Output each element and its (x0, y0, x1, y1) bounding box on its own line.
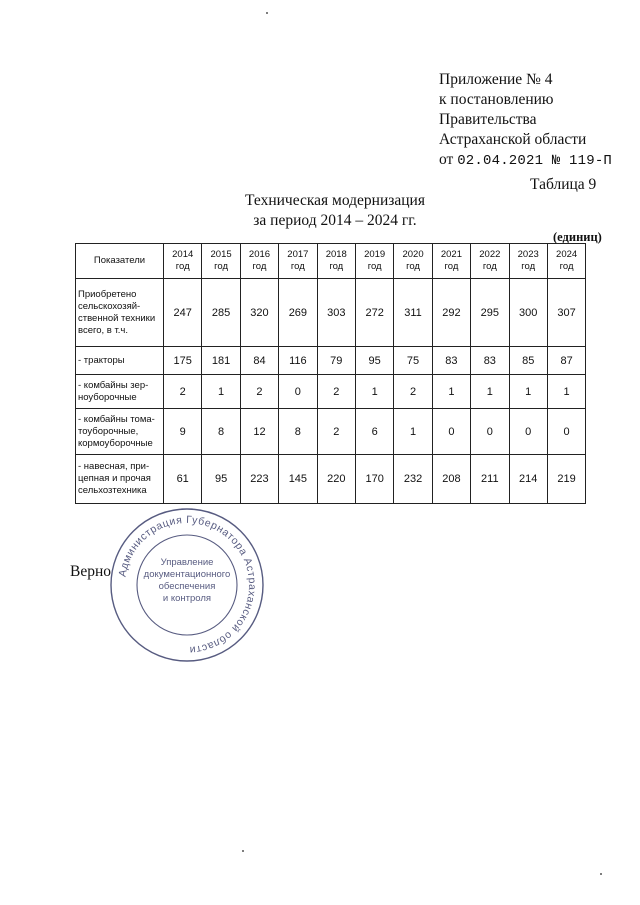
table-cell: 220 (317, 455, 355, 504)
table-cell: 303 (317, 279, 355, 347)
modernization-table (75, 243, 586, 504)
table-cell: 6 (355, 409, 393, 455)
year-value: 2019 (364, 249, 386, 260)
title-line-2: за период 2014 – 2024 гг. (253, 212, 417, 229)
stamp-line-1: Управление (160, 557, 214, 568)
year-header (432, 244, 470, 279)
table-cell: 232 (394, 455, 432, 504)
table-cell: 0 (547, 409, 585, 455)
appendix-date-stamp: 02.04.2021 № 119-П (457, 153, 613, 169)
table-cell: 2 (317, 375, 355, 409)
table-cell: 219 (547, 455, 585, 504)
year-header (164, 244, 202, 279)
table-row (76, 279, 586, 347)
row-label (76, 375, 164, 409)
year-header (394, 244, 432, 279)
table-body (76, 279, 586, 504)
table-cell: 320 (240, 279, 278, 347)
year-suffix: год (329, 261, 344, 272)
table-number: Таблица 9 (530, 176, 597, 193)
table-cell: 1 (547, 375, 585, 409)
appendix-line-2: к постановлению (439, 91, 554, 108)
table-cell: 1 (432, 375, 470, 409)
table-cell: 0 (471, 409, 509, 455)
table-cell: 87 (547, 347, 585, 375)
stamp-ring-textpath: Администрация Губернатора Астраханской области (116, 513, 259, 657)
table-cell: 247 (164, 279, 202, 347)
year-header (240, 244, 278, 279)
year-suffix: год (521, 261, 536, 272)
table-cell: 181 (202, 347, 240, 375)
table-cell: 295 (471, 279, 509, 347)
table-cell: 1 (202, 375, 240, 409)
year-value: 2021 (440, 249, 462, 260)
year-header (317, 244, 355, 279)
scan-speck (266, 12, 268, 14)
year-suffix: год (482, 261, 497, 272)
year-value: 2024 (556, 249, 578, 260)
row-label-line: - тракторы (78, 354, 125, 366)
table-cell: 145 (279, 455, 317, 504)
table-cell: 272 (355, 279, 393, 347)
year-value: 2022 (479, 249, 501, 260)
row-label-line: - комбайны тома- (78, 413, 155, 425)
verno-label: Верно (70, 563, 112, 580)
table-cell: 1 (471, 375, 509, 409)
row-label-line: сельскохозяй- (78, 300, 141, 312)
appendix-header (439, 70, 634, 171)
stamp-line-4: и контроля (162, 593, 212, 604)
table-cell: 2 (394, 375, 432, 409)
year-suffix: год (252, 261, 267, 272)
table-cell: 170 (355, 455, 393, 504)
row-label-line: тоуборочные, (78, 425, 139, 437)
year-header (202, 244, 240, 279)
table-cell: 61 (164, 455, 202, 504)
table-cell: 1 (509, 375, 547, 409)
table-cell: 8 (279, 409, 317, 455)
year-value: 2017 (287, 249, 309, 260)
year-value: 2018 (325, 249, 347, 260)
year-value: 2014 (172, 249, 194, 260)
year-header (509, 244, 547, 279)
table-cell: 311 (394, 279, 432, 347)
table-cell: 2 (317, 409, 355, 455)
row-label-line: ноуборочные (78, 391, 137, 403)
row-label (76, 455, 164, 504)
table-row (76, 375, 586, 409)
official-stamp (107, 505, 267, 665)
row-label (76, 347, 164, 375)
scan-speck (600, 873, 602, 875)
table-cell: 95 (355, 347, 393, 375)
row-label-line: - комбайны зер- (78, 379, 149, 391)
table-cell: 8 (202, 409, 240, 455)
year-header (547, 244, 585, 279)
row-label-line: Приобретено (78, 288, 137, 300)
table-cell: 1 (355, 375, 393, 409)
row-label-line: - навесная, при- (78, 461, 150, 472)
year-suffix: год (559, 261, 574, 272)
year-suffix: год (367, 261, 382, 272)
table-cell: 307 (547, 279, 585, 347)
row-label-line: всего, в т.ч. (78, 324, 129, 336)
table-cell: 0 (509, 409, 547, 455)
appendix-line-3: Правительства (439, 111, 537, 128)
year-suffix: год (444, 261, 459, 272)
stamp-line-3: обеспечения (158, 581, 216, 592)
table-cell: 0 (279, 375, 317, 409)
table-cell: 116 (279, 347, 317, 375)
row-label-line: ственной техники (78, 312, 156, 324)
table-cell: 214 (509, 455, 547, 504)
table-cell: 1 (394, 409, 432, 455)
indicator-header: Показатели (76, 244, 164, 279)
table-row (76, 455, 586, 504)
year-header (279, 244, 317, 279)
table-row (76, 409, 586, 455)
table-row (76, 347, 586, 375)
year-value: 2016 (248, 249, 271, 260)
table-cell: 83 (471, 347, 509, 375)
year-value: 2015 (210, 249, 232, 260)
row-label (76, 279, 164, 347)
row-label-line: цепная и прочая (78, 473, 151, 484)
table-cell: 175 (164, 347, 202, 375)
year-header (355, 244, 393, 279)
table-cell: 0 (432, 409, 470, 455)
appendix-line-4: Астраханской области (439, 131, 587, 148)
row-label (76, 409, 164, 455)
title-line-1: Техническая модернизация (245, 192, 425, 209)
table-cell: 285 (202, 279, 240, 347)
table-cell: 9 (164, 409, 202, 455)
table-cell: 211 (471, 455, 509, 504)
year-suffix: год (290, 261, 305, 272)
table-cell: 83 (432, 347, 470, 375)
table-cell: 223 (240, 455, 278, 504)
table-cell: 2 (164, 375, 202, 409)
table-cell: 269 (279, 279, 317, 347)
table-cell: 292 (432, 279, 470, 347)
table-cell: 2 (240, 375, 278, 409)
table-cell: 84 (240, 347, 278, 375)
table-cell: 79 (317, 347, 355, 375)
year-value: 2020 (402, 249, 424, 260)
table-cell: 95 (202, 455, 240, 504)
appendix-date-prefix: от (439, 151, 458, 168)
table-cell: 300 (509, 279, 547, 347)
row-label-line: кормоуборочные (78, 437, 153, 449)
year-value: 2023 (517, 249, 539, 260)
year-suffix: год (214, 261, 229, 272)
year-suffix: год (406, 261, 420, 272)
table-cell: 12 (240, 409, 278, 455)
appendix-line-1: Приложение № 4 (439, 71, 553, 88)
document-title (200, 191, 470, 231)
table-header-row (76, 244, 586, 279)
year-header (471, 244, 509, 279)
table-cell: 208 (432, 455, 470, 504)
table-cell: 85 (509, 347, 547, 375)
row-label-line: сельхозтехника (78, 485, 147, 496)
units-label: (единиц) (553, 230, 602, 244)
scan-speck (242, 850, 244, 852)
table-cell: 75 (394, 347, 432, 375)
stamp-line-2: документационного (143, 569, 231, 580)
appendix-date (439, 150, 634, 171)
year-suffix: год (175, 261, 190, 272)
